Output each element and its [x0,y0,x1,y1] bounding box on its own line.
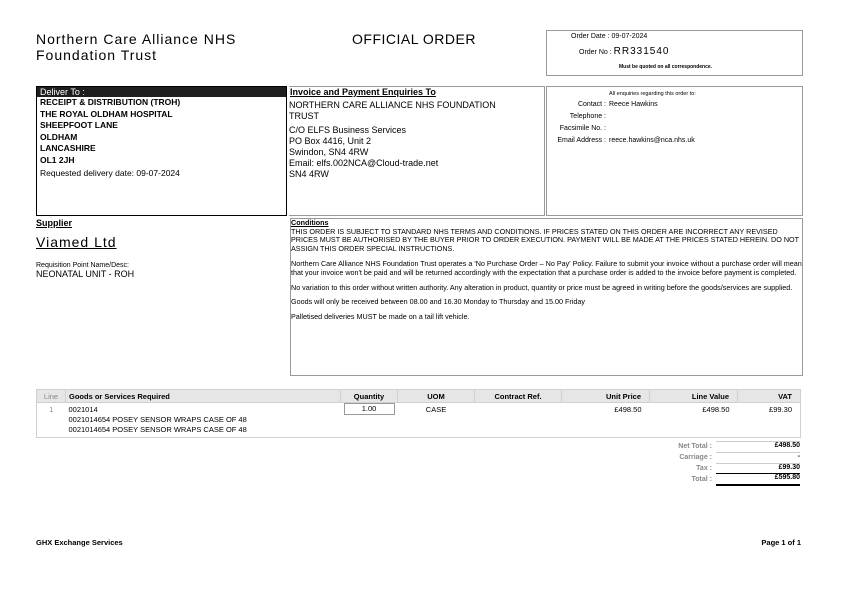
invoice-line[interactable]: Email: elfs.002NCA@Cloud-trade.net [289,158,439,168]
contact-label: Contact : [577,101,606,108]
col-contract: Contract Ref. [475,390,562,403]
col-unit-price: Unit Price [562,390,650,403]
document-title: OFFICIAL ORDER [352,31,476,47]
grand-total-label: Total : [691,476,712,483]
order-number: RR331540 [613,46,670,57]
footer-provider: GHX Exchange Services [36,538,123,547]
supplier-section [36,218,276,279]
col-goods: Goods or Services Required [66,390,341,403]
order-items-table [36,389,801,438]
tax-label: Tax : [696,465,712,472]
telephone-label: Telephone : [569,113,606,120]
invoice-line: Swindon, SN4 4RW [289,147,369,157]
contact-note: All enquiries regarding this order to: [609,91,696,97]
goods-line: 0021014 [68,405,98,414]
fax-value [609,123,695,135]
invoice-title: Invoice and Payment Enquiries To [290,87,436,97]
cell-uom: CASE [398,403,475,438]
deliver-line: SHEEPFOOT LANE [40,120,118,130]
deliver-line: RECEIPT & DISTRIBUTION (TROH) [40,97,181,107]
net-total-row [600,441,800,452]
trust-name-line1: Northern Care Alliance NHS [36,31,237,47]
cell-contract [475,403,562,438]
carriage-label: Carriage : [679,454,712,461]
order-no-label: Order No : [579,49,612,56]
trust-name [36,31,236,63]
col-line-value: Line Value [650,390,738,403]
trust-name-line2: Foundation Trust [36,47,158,63]
col-quantity: Quantity [341,390,398,403]
cell-unit-price: £498.50 [562,403,650,438]
condition-paragraph: Goods will only be received between 08.00 and 16.30 Monday to Thursday and 15.00 Friday [291,297,585,307]
col-line: Line [37,390,66,403]
invoice-box [289,86,545,216]
carriage-value: - [716,452,800,463]
col-uom: UOM [398,390,475,403]
tax-value: £99.30 [716,463,800,474]
order-info-box [546,30,803,76]
conditions-title: Conditions [291,218,329,227]
invoice-line: SN4 4RW [289,169,329,179]
condition-paragraph: Palletised deliveries MUST be made on a tail lift vehicle. [291,311,470,321]
condition-paragraph: THIS ORDER IS SUBJECT TO STANDARD NHS TERMS AND CONDITIONS. IF PRICES STATED ON THIS ORDER ARE INCORRECT ANY REVISED PRICES MUST BE AUTHORISED BY THE BUYER PRIOR TO ORDER EXECUTION. PAYMENT WILL BE MADE AT THE PRICES STATED HEREIN. DO NOT ASSIGN THIS ORDER SPECIAL INSTRUCTIONS. [291,226,799,253]
email-value[interactable]: reece.hawkins@nca.nhs.uk [609,137,695,144]
deliver-line: LANCASHIRE [40,143,96,153]
invoice-line: C/O ELFS Business Services [289,125,407,135]
cell-line: 1 [37,403,66,438]
grand-total-row [600,474,800,485]
order-date: 09-07-2024 [611,33,648,40]
deliver-to-label: Deliver To : [37,87,286,97]
cell-goods [66,403,341,438]
supplier-name: Viamed Ltd [36,234,117,250]
invoice-line: TRUST [289,111,319,121]
net-total-value: £498.50 [716,441,800,452]
deliver-line: OLDHAM [40,131,78,142]
requested-delivery-date: Requested delivery date: 09-07-2024 [40,168,180,178]
col-vat: VAT [738,390,801,403]
requisition-point-value: NEONATAL UNIT - ROH [36,269,135,279]
goods-line: 0021014654 POSEY SENSOR WRAPS CASE OF 48 [68,415,247,424]
deliver-line: OL1 2JH [40,154,75,165]
table-row [37,403,801,438]
table-header-row [37,390,801,403]
net-total-label: Net Total : [678,443,712,450]
email-label: Email Address : [557,137,606,144]
conditions-box [290,218,803,376]
cell-line-value: £498.50 [650,403,738,438]
quote-note: Must be quoted on all correspondence. [619,64,713,70]
condition-paragraph: Northern Care Alliance NHS Foundation Trust operates a 'No Purchase Order – No Pay' Policy. Failure to submit your invoice without a purchase order will mean that your invoice won't be paid and will be returned accordingly with the expectation that a purchase order is added to the invoice before payment is completed. [291,259,802,277]
condition-paragraph: No variation to this order without written authority. Any alteration in product, quantity or price must be agreed in writing before the goods/services are supplied. [291,282,793,292]
invoice-line: NORTHERN CARE ALLIANCE NHS FOUNDATION [289,100,496,110]
carriage-row [600,452,800,463]
supplier-label: Supplier [36,218,73,228]
telephone-value [609,111,695,123]
requisition-point-label: Requisition Point Name/Desc: [36,262,129,269]
page-number: Page 1 of 1 [761,538,801,547]
contact-box [546,86,803,216]
contact-value: Reece Hawkins [609,101,658,108]
cell-vat: £99.30 [738,403,801,438]
cell-quantity: 1.00 [344,403,395,415]
order-date-label: Order Date : [571,33,610,40]
fax-label: Facsimile No. : [559,125,606,132]
deliver-line: THE ROYAL OLDHAM HOSPITAL [40,108,173,119]
totals-block [600,441,800,485]
deliver-to-box [36,86,287,216]
invoice-line: PO Box 4416, Unit 2 [289,136,372,146]
grand-total-value: £595.80 [716,473,800,486]
goods-line: 0021014654 POSEY SENSOR WRAPS CASE OF 48 [68,425,247,434]
